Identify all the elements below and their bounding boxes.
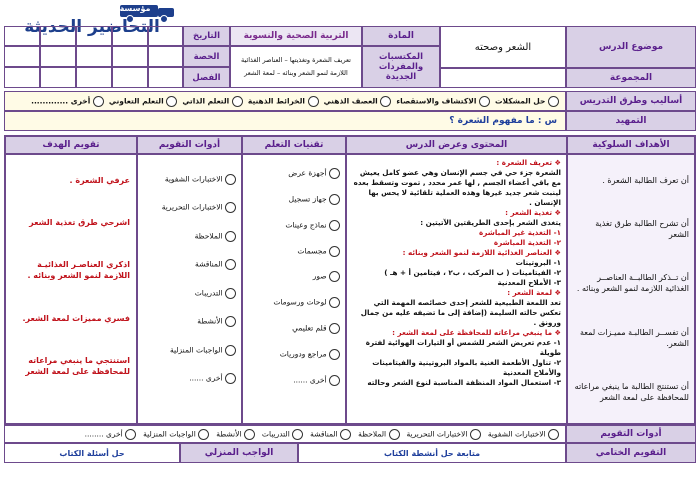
eval-tool-option[interactable]: الاختبارات التحريرية (407, 429, 481, 440)
class-label: الفصل (183, 67, 230, 88)
radio-icon (225, 373, 236, 384)
method-option-0[interactable]: حل المشكلات (495, 96, 559, 107)
technique-option[interactable]: نماذج وعينات (248, 220, 340, 231)
assessment-column (5, 154, 137, 424)
intro-text: س : ما مفهوم الشعرة ؟ (449, 116, 557, 126)
technique-option[interactable]: أجهزة عرض (248, 168, 340, 179)
radio-icon (225, 174, 236, 185)
technique-option[interactable]: مراجع ودوريات (248, 349, 340, 360)
method-option-1[interactable]: الاكتشاف والاستقصاء (396, 96, 490, 107)
intro-question (4, 111, 566, 131)
col-header-tools: أدوات التقويم (137, 136, 242, 154)
star-icon: ❖ (554, 328, 561, 337)
eval-tool-option[interactable]: الملاحظة (358, 429, 399, 440)
radio-icon (225, 202, 236, 213)
final-eval-label: التقويم الختامي (566, 443, 696, 463)
content-s3-item: ٣- الأملاح المعدنية (497, 278, 561, 287)
eval-tool-option[interactable]: المناقشة (310, 429, 351, 440)
assessment-item: اذكري العناصـر الغذائيـة اللازمة لنمو الشعر وبنائه . (27, 260, 130, 281)
logo-text: التحاضير الحديثة (24, 17, 160, 37)
method-option-2[interactable]: العصف الذهني (324, 96, 392, 107)
techniques-column (242, 154, 346, 424)
objective-item: أن تعرف الطالبة الشعرة . (602, 176, 689, 186)
content-s3-item: ١- البروتينات (515, 258, 561, 267)
technique-option[interactable]: جهاز تسجيل (248, 194, 340, 205)
assessment-item: عرفي الشعرة . (69, 175, 130, 185)
methods-options (4, 91, 566, 111)
radio-icon (329, 297, 340, 308)
eval-tool-option[interactable]: أخرى ........ (85, 429, 137, 440)
radio-icon (479, 96, 490, 107)
tools-column (137, 154, 242, 424)
radio-icon (380, 96, 391, 107)
tool-option[interactable]: التدريبات (143, 288, 236, 299)
content-s2-item: ٢- التغذية المباشرة (493, 238, 561, 247)
technique-option[interactable]: صور (248, 271, 340, 282)
method-option-6[interactable]: أخرى ............. (31, 96, 104, 107)
logo-sub-text: مؤسسة (119, 4, 151, 13)
activity-cell (298, 443, 566, 463)
technique-option[interactable]: مجسمات (248, 246, 340, 257)
content-s4-title: ❖ لمعة الشعر : (507, 288, 561, 297)
radio-icon (340, 429, 351, 440)
eval-tools-label: أدوات التقويم (566, 425, 696, 443)
objectives-column (567, 154, 695, 424)
radio-icon (329, 375, 340, 386)
lesson-topic-label: موضوع الدرس (566, 26, 696, 68)
radio-icon (225, 345, 236, 356)
content-s2-title: ❖ تغذية الشعر : (505, 208, 561, 217)
content-s2-body: يتغذى الشعر بإحدى الطريقتين الآتيتين : (420, 218, 561, 227)
homework-label: الواجب المنزلي (180, 443, 298, 463)
methods-label: أساليب وطرق التدريس (566, 91, 696, 111)
radio-icon (329, 349, 340, 360)
intro-label: التمهيد (566, 111, 696, 131)
content-s5-item: ٣- استعمال المواد المنظفة المناسبة لنوع الشعر وحالته (367, 378, 561, 387)
content-s3-item: ٢- الفيتامينات ( ب المركب ، ب٢ ، فيتامين أ + هـ ) (384, 268, 561, 277)
radio-icon (548, 429, 559, 440)
radio-icon (225, 231, 236, 242)
radio-icon (308, 96, 319, 107)
radio-icon (329, 246, 340, 257)
assessment-item: اشرحي طرق تغذية الشعر (29, 218, 130, 228)
star-icon: ❖ (554, 158, 561, 167)
tool-option[interactable]: الاختبارات الشفوية (143, 174, 236, 185)
tool-option[interactable]: الواجبات المنزلية (143, 345, 236, 356)
radio-icon (329, 271, 340, 282)
radio-icon (225, 259, 236, 270)
radio-icon (225, 288, 236, 299)
tool-option[interactable]: الأنشطة (143, 316, 236, 327)
star-icon: ❖ (554, 208, 561, 217)
eval-tool-option[interactable]: الأنشطة (216, 429, 255, 440)
content-s2-item: ١- التغذية غير المباشرة (479, 228, 561, 237)
date-grid (4, 26, 183, 88)
goals-value: تعريف الشعرة وتغذيتها – العناصر الغذائية اللازمة لنمو الشعر وبنائه – لمعة الشعر (230, 46, 362, 88)
col-header-content: المحتوى وعرض الدرس (346, 136, 567, 154)
eval-tool-option[interactable]: التدريبات (262, 429, 303, 440)
method-option-4[interactable]: التعلم الذاتي (182, 96, 243, 107)
main-table (4, 135, 696, 425)
technique-option[interactable]: قلم تعليمي (248, 323, 340, 334)
radio-icon (389, 429, 400, 440)
goals-label: المكتسبات والمفردات الجديدة (362, 46, 440, 88)
content-s5-item: ١- عدم تعريض الشعر للشمس أو التيارات الهوائية لفترة طويلة (365, 338, 561, 357)
radio-icon (225, 316, 236, 327)
homework-cell (4, 443, 180, 463)
eval-tool-option[interactable]: الاختبارات الشفوية (488, 429, 559, 440)
content-s1-title: ❖ تعريف الشعرة : (496, 158, 561, 167)
col-header-assessment: تقويم الهدف (5, 136, 137, 154)
content-s4-body: تعد اللمعة الطبيعية للشعر إحدى خصائصه المهمة التي تعكس حالته السليمة (إضافة إلى ما تضيفه عليه من جمال ورونق . (360, 298, 561, 327)
subject-label: المادة (362, 26, 440, 46)
radio-icon (329, 168, 340, 179)
radio-icon (93, 96, 104, 107)
homework-text: حل أسئلة الكتاب (59, 448, 125, 458)
objective-item: أن تفســر الطالبـة مميـزات لمعة الشعر. (580, 327, 689, 348)
col-header-techniques: تقنيات التعلم (242, 136, 346, 154)
assessment-item: استنتجي ما ينبغي مراعاته للمحافظة على لمعة الشعر (25, 356, 130, 377)
col-header-objectives: الأهداف السلوكية (567, 136, 695, 154)
method-option-5[interactable]: التعلم التعاوني (109, 96, 177, 107)
group-value (440, 68, 566, 88)
radio-icon (470, 429, 481, 440)
eval-tools-options (4, 425, 566, 443)
radio-icon (329, 220, 340, 231)
radio-icon (292, 429, 303, 440)
content-s3-title: ❖ العناصر الغذائية اللازمة لنمو الشعر وبنائه : (402, 248, 561, 257)
assessment-item: فسري مميزات لمعة الشعر. (22, 313, 130, 323)
objective-item: أن تــذكر الطالبــة العناصــر الغذائية اللازمة لنمو الشعر وبنائه . (576, 273, 689, 294)
activity-text: متابعة حل أنشطة الكتاب (383, 448, 481, 458)
star-icon: ❖ (554, 288, 561, 297)
tool-option[interactable]: أخرى ...... (143, 373, 236, 384)
tool-option[interactable]: الملاحظة (143, 231, 236, 242)
technique-option[interactable]: لوحات ورسومات (248, 297, 340, 308)
content-s5-item: ٢- تناول الأطعمة الغنية بالمواد البروتينية والفيتامينات والأملاح المعدنية (372, 358, 561, 377)
method-option-3[interactable]: الخرائط الذهنية (248, 96, 319, 107)
radio-icon (166, 96, 177, 107)
radio-icon (232, 96, 243, 107)
lesson-topic-value: الشعر وصحته (440, 26, 566, 68)
radio-icon (329, 323, 340, 334)
technique-option[interactable]: أخرى ...... (248, 375, 340, 386)
star-icon: ❖ (554, 248, 561, 257)
radio-icon (125, 429, 136, 440)
content-s5-title: ❖ ما ينبغي مراعاته للمحافظة على لمعة الشعر : (392, 328, 561, 337)
radio-icon (198, 429, 209, 440)
radio-icon (329, 194, 340, 205)
period-label: الحصة (183, 46, 230, 67)
tool-option[interactable]: الاختبارات التحريرية (143, 202, 236, 213)
content-column (346, 154, 567, 424)
radio-icon (244, 429, 255, 440)
objective-item: أن تشرح الطالبة طرق تغذية الشعر (595, 219, 689, 240)
objective-item: أن تستنتج الطالبة ما ينبغي مراعاته للمحافظة على لمعة الشعر (574, 381, 689, 402)
content-s1-body: الشعرة جزء حي في جسم الإنسان وهي عضو كامل يعيش مع باقي أعضاء الجسم , لها عمر محدد , تموت وتسقط بعده لينبت شعر جديد غيرها وهذه العملية تلقائية لا يحس بها الإنسان . (353, 168, 561, 207)
subject-value: التربية الصحية والنسوية (230, 26, 362, 46)
group-label: المجموعة (566, 68, 696, 88)
tool-option[interactable]: المناقشة (143, 259, 236, 270)
radio-icon (548, 96, 559, 107)
date-label: التاريخ (183, 26, 230, 46)
eval-tool-option[interactable]: الواجبات المنزلية (143, 429, 209, 440)
